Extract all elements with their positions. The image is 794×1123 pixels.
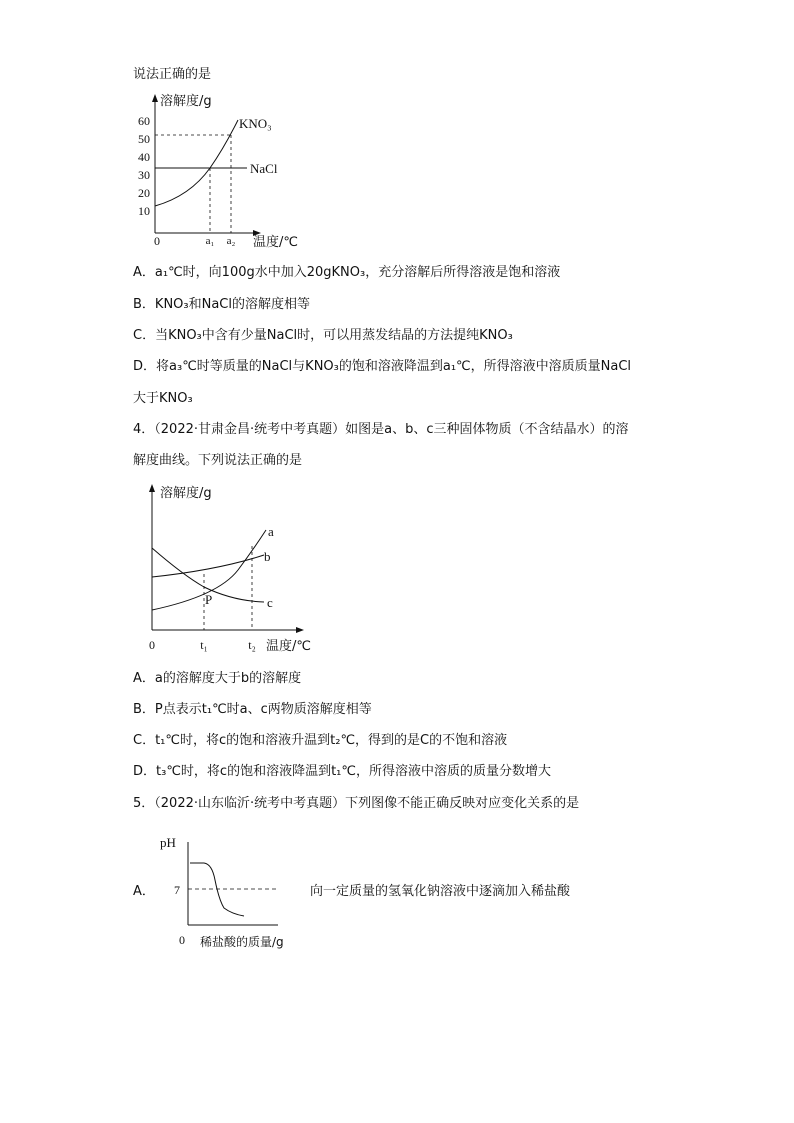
q5-option-a-label: A．: [133, 884, 155, 899]
q4-stem-line1: 4．（2022·甘肃金昌·统考中考真题）如图是a、b、c三种固体物质（不含结晶水）的溶: [133, 422, 629, 437]
chart2-t1: t₁: [200, 638, 208, 652]
intro-text: 说法正确的是: [133, 67, 212, 82]
solubility-chart-abc: [138, 480, 338, 658]
q4-option-a: A．a的溶解度大于b的溶解度: [133, 671, 302, 686]
solubility-chart-kno3-nacl: [120, 88, 320, 258]
chart1-a2: a₂: [226, 235, 236, 247]
chart1-nacl-label: NaCl: [250, 161, 278, 176]
chart2-label-a: a: [268, 524, 274, 539]
q3-option-b: B．KNO₃和NaCl的溶解度相等: [133, 297, 310, 312]
chart2-label-c: c: [267, 595, 273, 610]
ph-chart: [160, 830, 310, 952]
q3-option-a: A．a₁℃时，向100g水中加入20gKNO₃，充分溶解后所得溶液是饱和溶液: [133, 265, 561, 280]
chart1-xlabel: 温度/℃: [253, 235, 298, 250]
chart2-t2: t₂: [248, 638, 256, 652]
chart1-kno3-curve: [155, 120, 238, 206]
chart1-ytick-50: 50: [138, 132, 150, 146]
chart1-ytick-20: 20: [138, 186, 150, 200]
chart2-origin: 0: [149, 638, 155, 652]
q5-option-a-desc: 向一定质量的氢氧化钠溶液中逐滴加入稀盐酸: [310, 884, 571, 899]
q4-option-b: B．P点表示t₁℃时a、c两物质溶解度相等: [133, 702, 372, 717]
chart1-origin: 0: [154, 234, 160, 248]
chart2-label-b: b: [264, 549, 271, 564]
chart3-origin: 0: [179, 933, 185, 947]
q3-option-c: C．当KNO₃中含有少量NaCl时，可以用蒸发结晶的方法提纯KNO₃: [133, 328, 513, 343]
q4-stem-line2: 解度曲线。下列说法正确的是: [133, 453, 303, 468]
chart1-ytick-60: 60: [138, 114, 150, 128]
chart3-xlabel: 稀盐酸的质量/g: [200, 935, 284, 949]
chart1-ytick-30: 30: [138, 168, 150, 182]
chart1-ylabel: 溶解度/g: [160, 94, 212, 109]
chart3-ph-curve: [190, 863, 244, 916]
q3-option-d-line1: D．将a₃℃时等质量的NaCl与KNO₃的饱和溶液降温到a₁℃，所得溶液中溶质质量NaCl: [133, 359, 632, 374]
chart2-ylabel: 溶解度/g: [160, 486, 212, 501]
q4-option-c: C．t₁℃时，将c的饱和溶液升温到t₂℃，得到的是C的不饱和溶液: [133, 733, 508, 748]
q3-option-d-line2: 大于KNO₃: [133, 391, 193, 406]
chart1-kno3-label: KNO₃: [239, 116, 272, 131]
chart1-a1: a₁: [205, 235, 215, 247]
chart3-ylabel: pH: [160, 835, 176, 850]
chart3-seven: 7: [174, 883, 180, 897]
chart2-xlabel: 温度/℃: [266, 639, 311, 654]
chart2-label-p: P: [205, 592, 213, 607]
chart1-ytick-40: 40: [138, 150, 150, 164]
q5-stem: 5．（2022·山东临沂·统考中考真题）下列图像不能正确反映对应变化关系的是: [133, 796, 580, 811]
q4-option-d: D．t₃℃时，将c的饱和溶液降温到t₁℃，所得溶液中溶质的质量分数增大: [133, 764, 551, 779]
chart1-ytick-10: 10: [138, 204, 150, 218]
